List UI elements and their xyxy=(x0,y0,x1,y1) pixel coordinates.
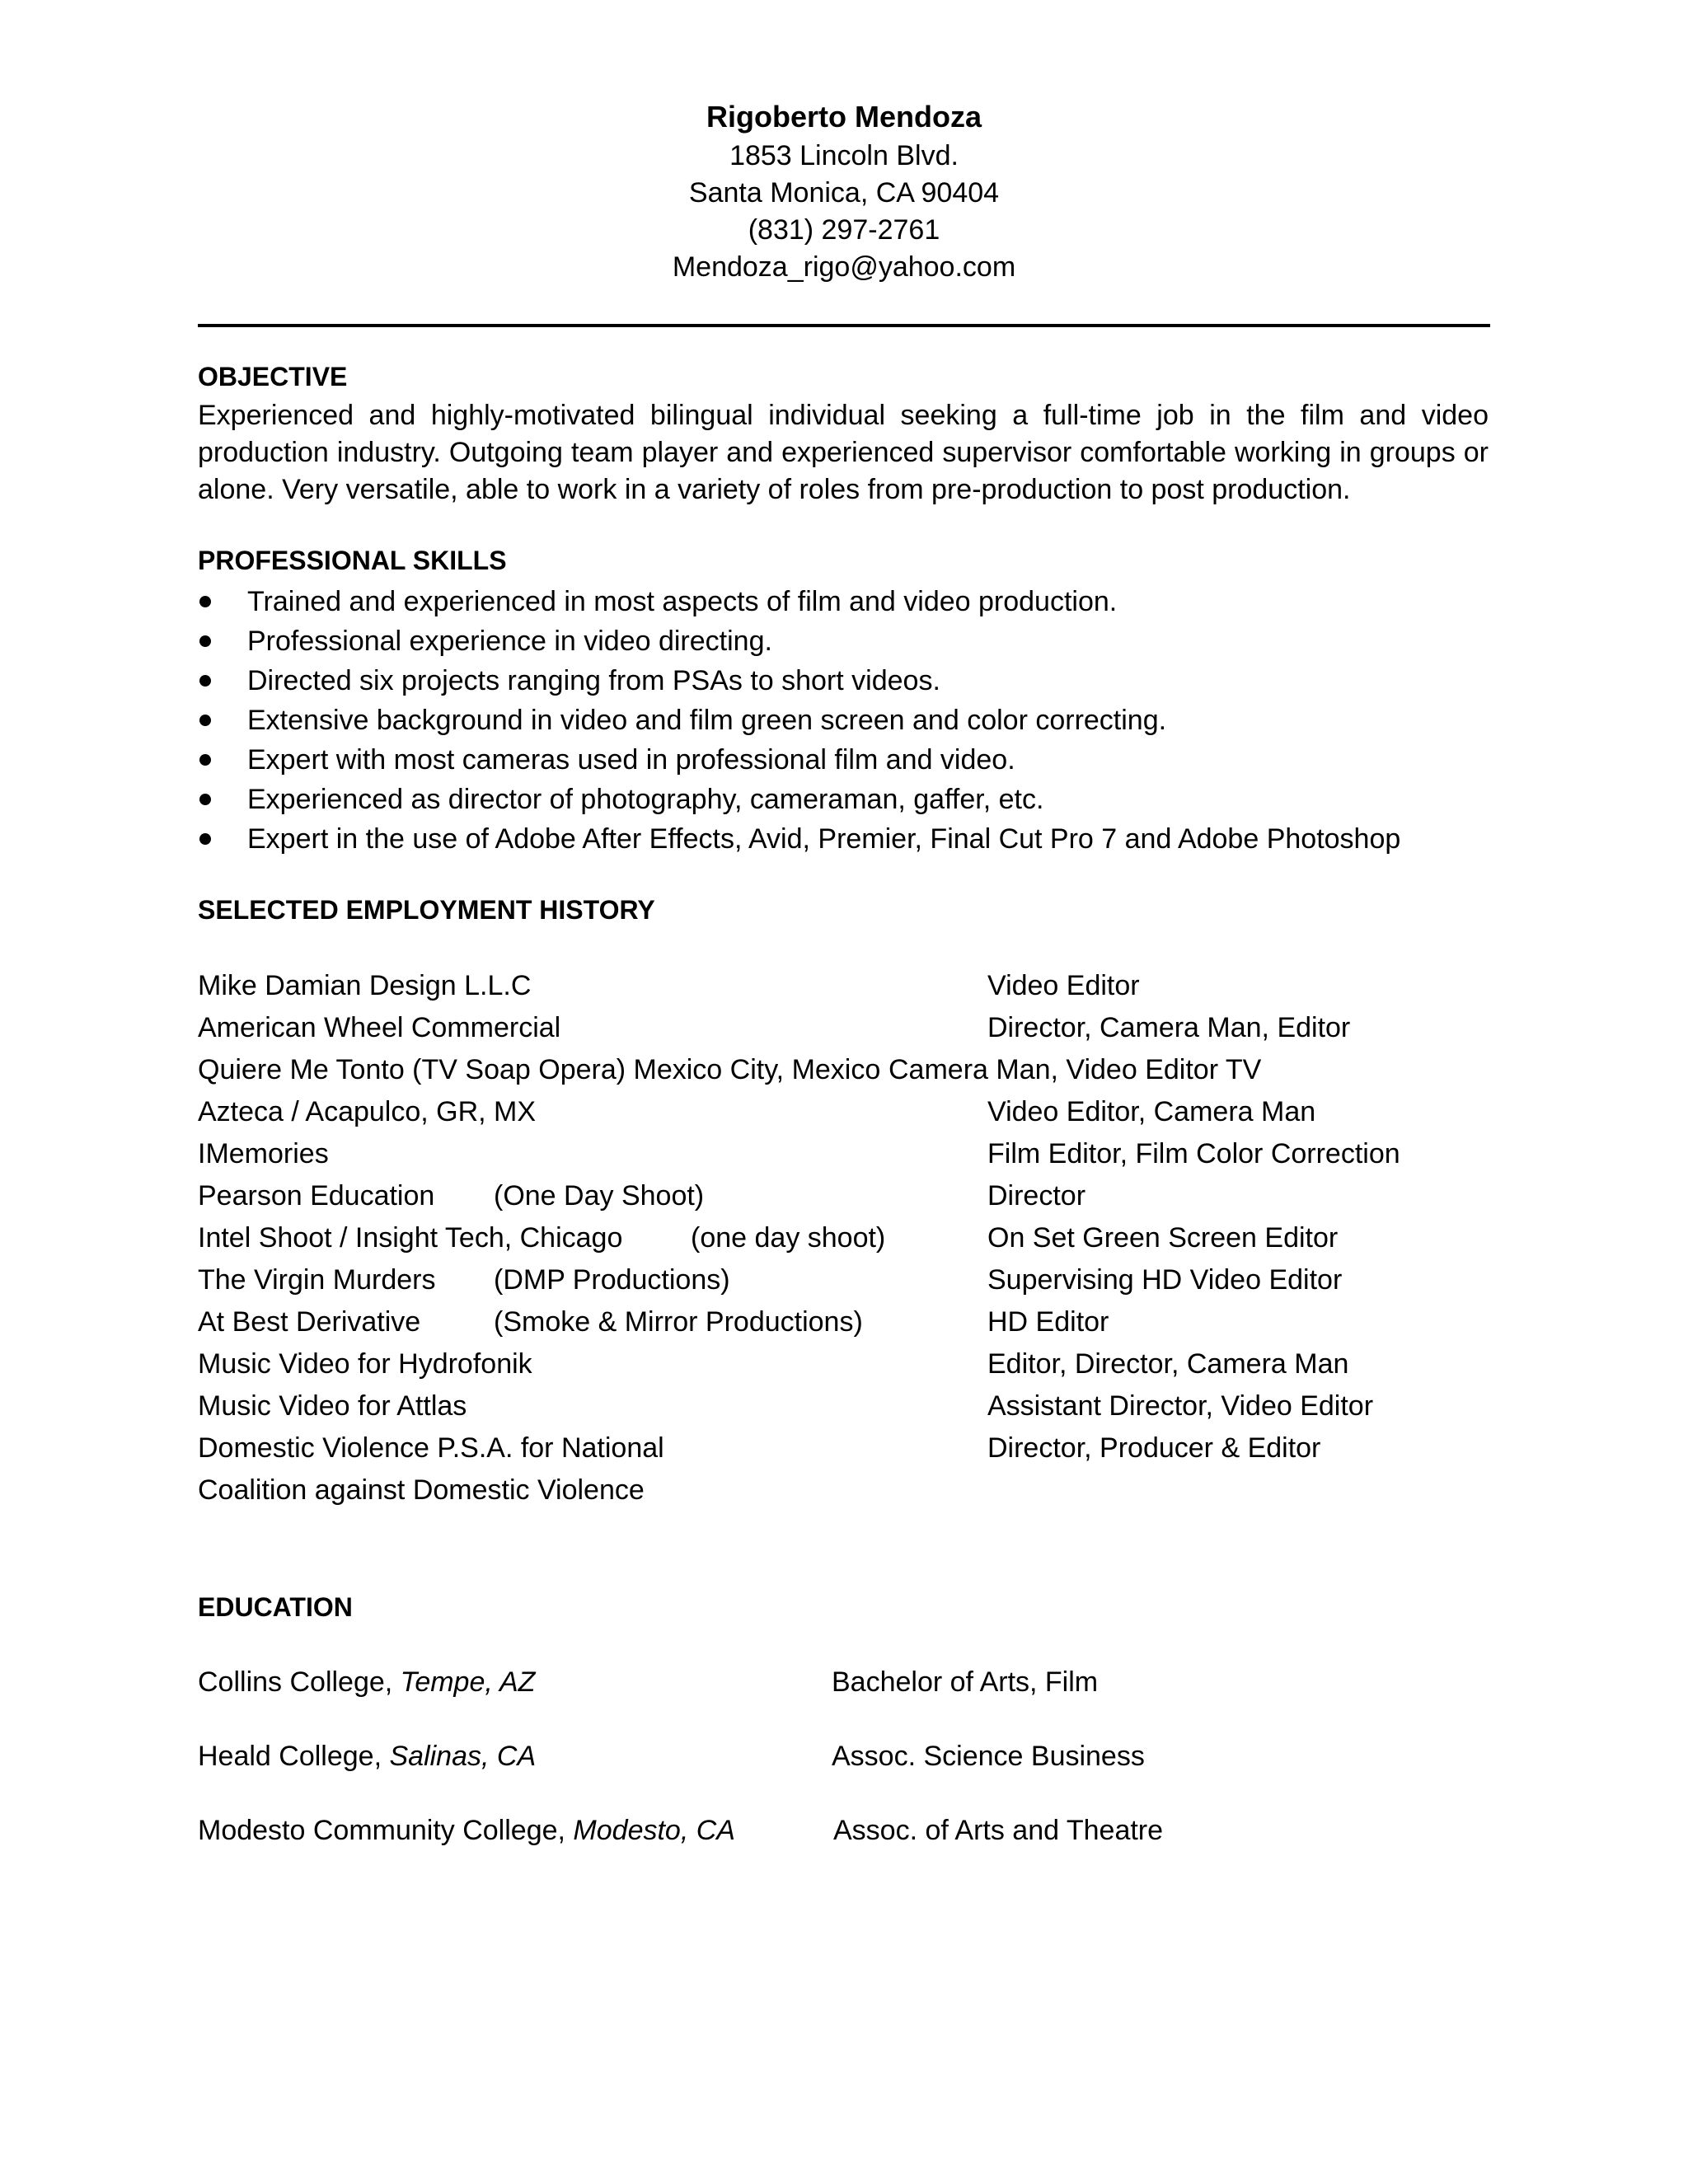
employer-name: American Wheel Commercial xyxy=(198,1012,561,1043)
objective-heading: OBJECTIVE xyxy=(198,362,348,391)
bullet-icon xyxy=(199,635,211,647)
skill-item: Expert with most cameras used in professional film and video. xyxy=(247,744,1015,776)
skill-item: Experienced as director of photography, cameraman, gaffer, etc. xyxy=(247,784,1044,815)
education-degree: Bachelor of Arts, Film xyxy=(832,1666,1099,1698)
employer-name: Domestic Violence P.S.A. for National xyxy=(198,1432,664,1464)
bullet-icon xyxy=(199,754,211,766)
job-role: Video Editor, Camera Man xyxy=(987,1096,1316,1127)
job-role: On Set Green Screen Editor xyxy=(987,1222,1339,1254)
education-degree: Assoc. Science Business xyxy=(832,1741,1145,1772)
job-role: HD Editor xyxy=(987,1306,1109,1338)
job-role: Director, Camera Man, Editor xyxy=(987,1012,1351,1043)
employer-name: Mike Damian Design L.L.C xyxy=(198,970,532,1001)
employer-name: Azteca / Acapulco, GR, MX xyxy=(198,1096,537,1127)
employment-heading: SELECTED EMPLOYMENT HISTORY xyxy=(198,895,655,925)
skill-item: Trained and experienced in most aspects of film and video production. xyxy=(247,586,1118,617)
employer-name: Quiere Me Tonto (TV Soap Opera) Mexico City, Mexico xyxy=(198,1054,881,1085)
education-school xyxy=(198,1739,536,1774)
school-location: Tempe, AZ xyxy=(400,1666,536,1698)
employer-name: The Virgin Murders xyxy=(198,1264,436,1296)
employer-note: (Smoke & Mirror Productions) xyxy=(494,1306,863,1338)
job-role: Camera Man, Video Editor TV xyxy=(889,1054,1262,1085)
employer-note: (One Day Shoot) xyxy=(494,1180,705,1212)
school-location: Modesto, CA xyxy=(573,1815,735,1846)
employer-name: At Best Derivative xyxy=(198,1306,421,1338)
job-role: Director xyxy=(987,1180,1086,1212)
education-heading: EDUCATION xyxy=(198,1592,353,1622)
employer-name: Music Video for Attlas xyxy=(198,1390,467,1422)
employer-name: Music Video for Hydrofonik xyxy=(198,1348,532,1380)
objective-text: Experienced and highly-motivated bilingual individual seeking a full-time job in the film and video production industry. Outgoing team player and experienced supervisor comfortable working in groups or alone. Very versatile, able to work in a variety of roles from pre-production to post production. xyxy=(198,400,1489,505)
candidate-name: Rigoberto Mendoza xyxy=(706,100,982,134)
education-school xyxy=(198,1813,735,1848)
bullet-icon xyxy=(199,675,211,687)
header-divider xyxy=(198,324,1490,327)
skill-item: Professional experience in video directing. xyxy=(247,626,772,657)
employer-name: IMemories xyxy=(198,1138,329,1169)
job-role: Video Editor xyxy=(987,970,1140,1001)
education-school xyxy=(198,1665,535,1699)
job-role: Film Editor, Film Color Correction xyxy=(987,1138,1400,1169)
employer-name: Intel Shoot / Insight Tech, Chicago xyxy=(198,1222,623,1254)
employer-note: (one day shoot) xyxy=(691,1222,886,1254)
school-name: Collins College, xyxy=(198,1666,401,1698)
employer-name: Coalition against Domestic Violence xyxy=(198,1474,645,1506)
school-location: Salinas, CA xyxy=(389,1741,537,1772)
school-name: Modesto Community College, xyxy=(198,1815,574,1846)
skill-item: Directed six projects ranging from PSAs to short videos. xyxy=(247,665,940,696)
job-role: Editor, Director, Camera Man xyxy=(987,1348,1349,1380)
address-line-2: Santa Monica, CA 90404 xyxy=(688,177,1000,209)
phone-number: (831) 297-2761 xyxy=(748,214,940,246)
skill-item: Expert in the use of Adobe After Effects, Avid, Premier, Final Cut Pro 7 and Adobe Photoshop xyxy=(247,823,1401,855)
bullet-icon xyxy=(199,794,211,805)
employer-name: Pearson Education xyxy=(198,1180,435,1212)
school-name: Heald College, xyxy=(198,1741,390,1772)
job-role: Supervising HD Video Editor xyxy=(987,1264,1343,1296)
bullet-icon xyxy=(199,833,211,845)
education-degree: Assoc. of Arts and Theatre xyxy=(833,1815,1164,1846)
address-line-1: 1853 Lincoln Blvd. xyxy=(729,140,959,171)
bullet-icon xyxy=(199,596,211,607)
skills-heading: PROFESSIONAL SKILLS xyxy=(198,546,507,575)
employer-note: (DMP Productions) xyxy=(494,1264,730,1296)
job-role: Director, Producer & Editor xyxy=(987,1432,1321,1464)
email-address: Mendoza_rigo@yahoo.com xyxy=(672,251,1016,283)
skill-item: Extensive background in video and film green screen and color correcting. xyxy=(247,705,1167,736)
bullet-icon xyxy=(199,715,211,726)
job-role: Assistant Director, Video Editor xyxy=(987,1390,1374,1422)
